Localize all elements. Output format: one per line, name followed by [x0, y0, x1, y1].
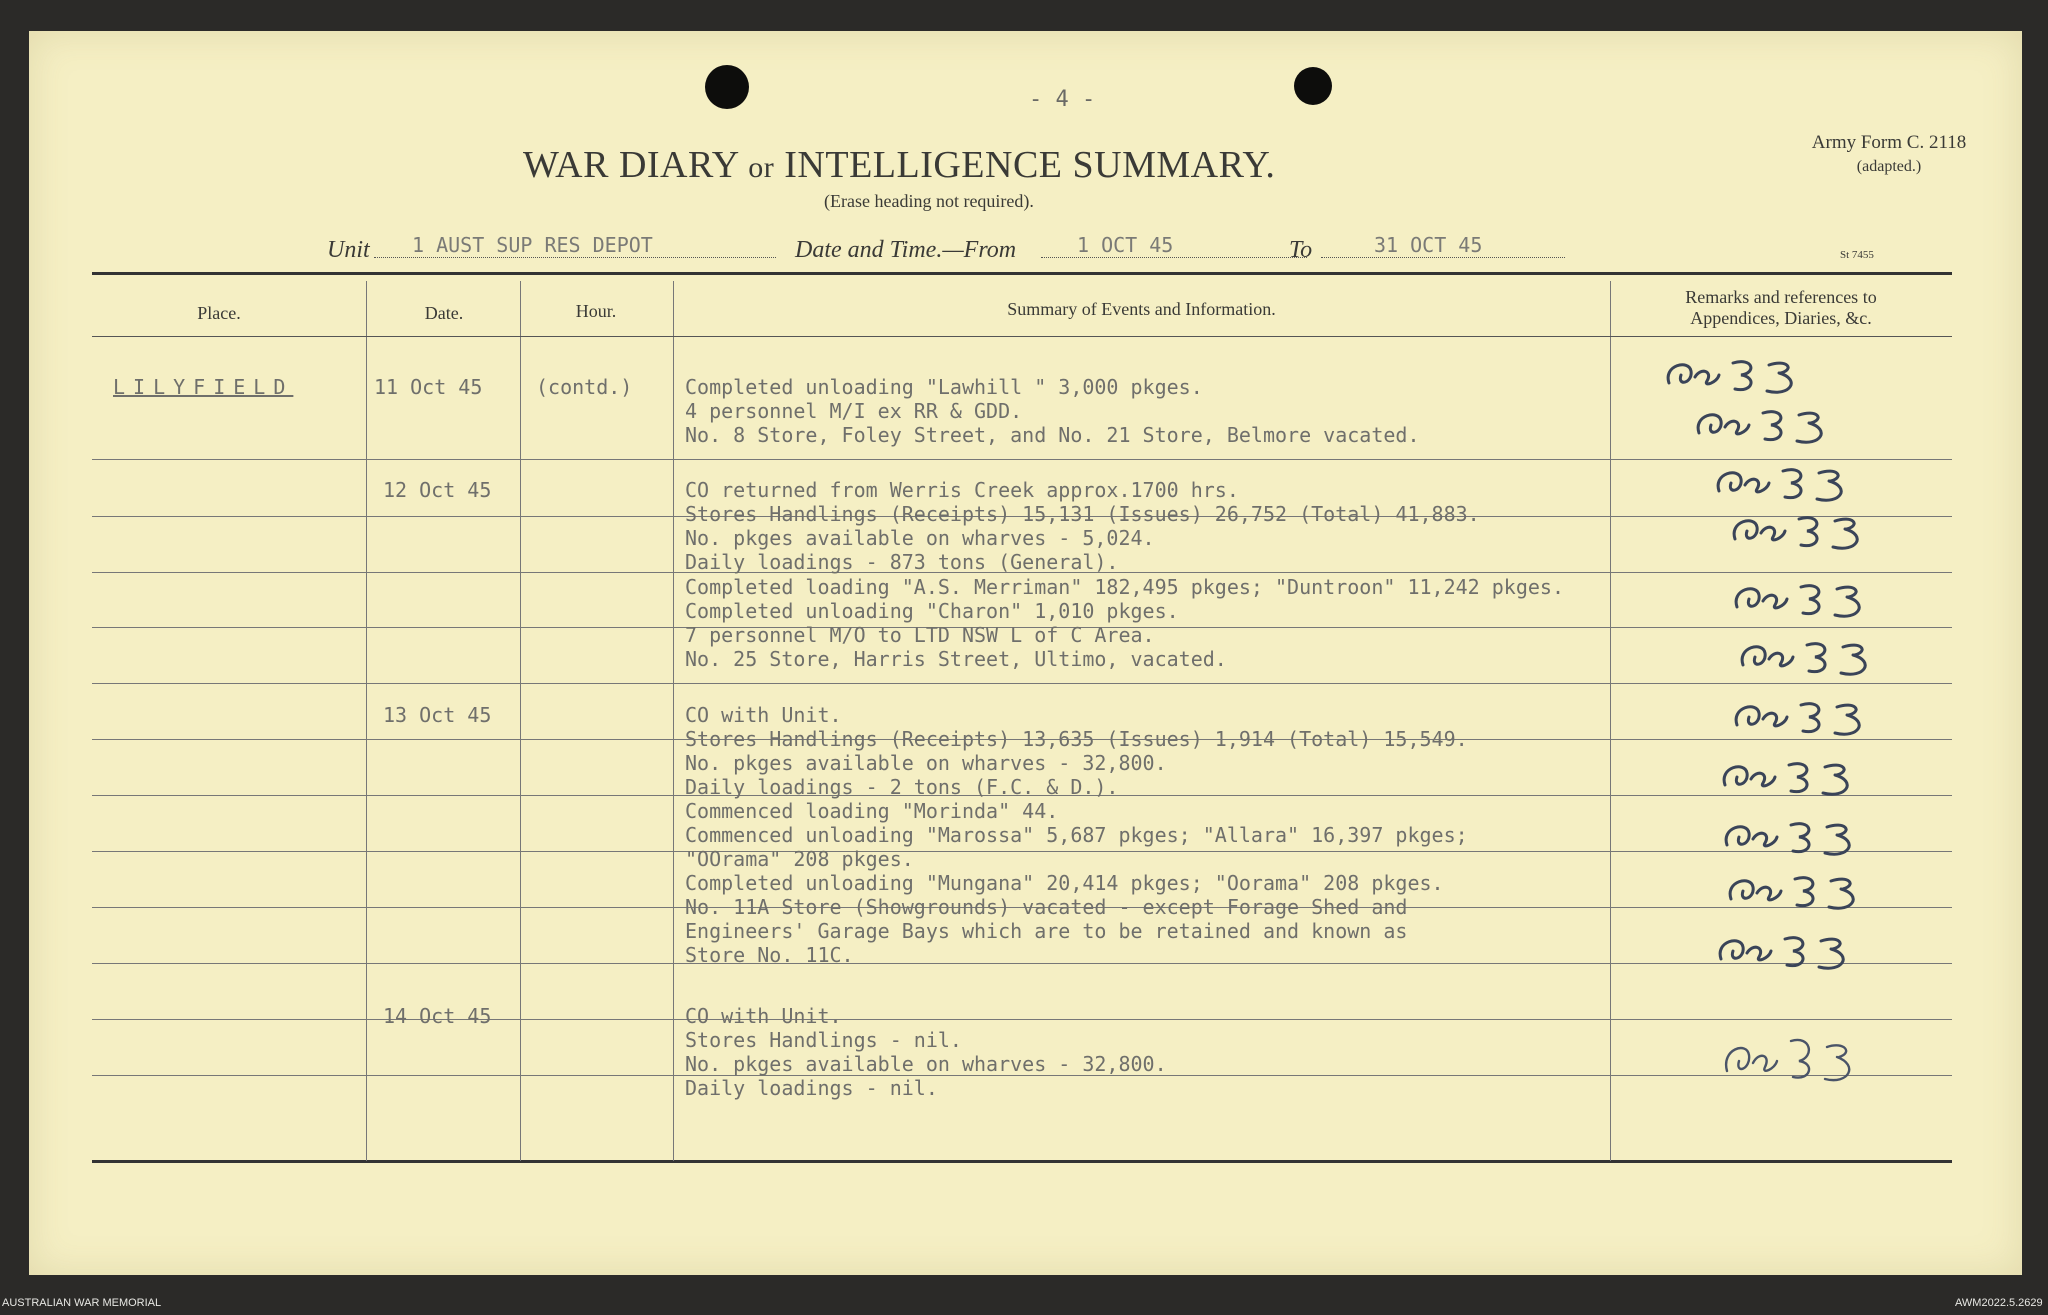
archive-reference: AWM2022.5.2629: [1955, 1297, 2043, 1309]
summary-line: Daily loadings - nil.: [685, 1076, 938, 1100]
summary-line: Engineers' Garage Bays which are to be retained and known as: [685, 919, 1408, 943]
unit-label: Unit: [327, 237, 370, 263]
signature-initials: [1719, 1035, 1869, 1085]
date-entry: 13 Oct 45: [383, 703, 492, 727]
summary-line: 7 personnel M/O to LTD NSW L of C Area.: [685, 623, 1155, 647]
army-form-label: Army Form C. 2118 (adapted.): [1811, 132, 1967, 175]
col-header-place: Place.: [197, 303, 241, 323]
col-header-remarks: Remarks and references to Appendices, Diaries, &c.: [1685, 287, 1877, 328]
summary-line: CO with Unit.: [685, 1004, 842, 1028]
summary-line: Store No. 11C.: [685, 943, 854, 967]
page-title: WAR DIARY or INTELLIGENCE SUMMARY.: [523, 144, 1276, 186]
punch-hole: [705, 65, 749, 109]
summary-line: No. pkges available on wharves - 32,800.: [685, 751, 1167, 775]
date-from-label: Date and Time.—From: [795, 237, 1017, 263]
summary-line: No. 11A Store (Showgrounds) vacated - except Forage Shed and: [685, 895, 1408, 919]
signature-initials: [1727, 509, 1877, 553]
date-entry: 12 Oct 45: [383, 478, 492, 502]
hour-entry: (contd.): [536, 375, 633, 399]
summary-line: Completed unloading "Charon" 1,010 pkges.: [685, 599, 1179, 623]
date-to-value: 31 OCT 45: [1374, 233, 1483, 257]
summary-line: Daily loadings - 2 tons (F.C. & D.).: [685, 775, 1119, 799]
col-header-summary: Summary of Events and Information.: [1007, 299, 1276, 319]
summary-line: No. pkges available on wharves - 32,800.: [685, 1052, 1167, 1076]
summary-line: "OOrama" 208 pkges.: [685, 847, 914, 871]
signature-initials: [1719, 815, 1869, 859]
summary-line: Stores Handlings - nil.: [685, 1028, 962, 1052]
summary-line: Completed unloading "Mungana" 20,414 pkges; "Oorama" 208 pkges.: [685, 871, 1444, 895]
table-bottom-rule: [92, 1160, 1952, 1163]
unit-value: 1 AUST SUP RES DEPOT: [412, 233, 653, 257]
summary-line: Stores Handlings (Receipts) 15,131 (Issues) 26,752 (Total) 41,883.: [685, 502, 1480, 526]
date-entry: 14 Oct 45: [383, 1004, 492, 1028]
date-from-value: 1 OCT 45: [1077, 233, 1174, 257]
punch-hole: [1294, 67, 1332, 105]
summary-line: 4 personnel M/I ex RR & GDD.: [685, 399, 1023, 423]
summary-line: No. 25 Store, Harris Street, Ultimo, vacated.: [685, 647, 1227, 671]
page-subtitle: (Erase heading not required).: [824, 191, 1034, 211]
signature-initials: [1717, 755, 1867, 799]
page-number: - 4 -: [1029, 87, 1096, 112]
summary-line: Completed loading "A.S. Merriman" 182,495 pkges; "Duntroon" 11,242 pkges.: [685, 575, 1564, 599]
signature-initials: [1711, 461, 1861, 505]
signature-initials: [1723, 869, 1873, 913]
date-entry: 11 Oct 45: [374, 375, 483, 399]
col-header-hour: Hour.: [575, 301, 617, 321]
summary-line: Daily loadings - 873 tons (General).: [685, 550, 1119, 574]
signature-initials: [1735, 635, 1885, 679]
summary-line: CO returned from Werris Creek approx.1700 hrs.: [685, 478, 1239, 502]
signature-initials: [1729, 577, 1879, 621]
form-code: St 7455: [1840, 249, 1874, 261]
summary-line: No. pkges available on wharves - 5,024.: [685, 526, 1155, 550]
place-entry: LILYFIELD: [113, 375, 294, 399]
summary-line: Commenced unloading "Marossa" 5,687 pkges; "Allara" 16,397 pkges;: [685, 823, 1468, 847]
summary-line: CO with Unit.: [685, 703, 842, 727]
archive-caption: AUSTRALIAN WAR MEMORIAL: [2, 1297, 162, 1309]
summary-line: Completed unloading "Lawhill " 3,000 pkges.: [685, 375, 1203, 399]
diary-page: [29, 31, 2022, 1275]
date-to-label: To: [1289, 237, 1313, 263]
table-top-rule: [92, 272, 1952, 275]
signature-initials: [1713, 929, 1863, 973]
summary-line: Commenced loading "Morinda" 44.: [685, 799, 1059, 823]
signature-initials: [1661, 353, 1811, 397]
signature-initials: [1691, 403, 1841, 447]
signature-initials: [1729, 695, 1879, 739]
summary-line: Stores Handlings (Receipts) 13,635 (Issues) 1,914 (Total) 15,549.: [685, 727, 1468, 751]
summary-line: No. 8 Store, Foley Street, and No. 21 Store, Belmore vacated.: [685, 423, 1420, 447]
col-header-date: Date.: [424, 303, 464, 323]
